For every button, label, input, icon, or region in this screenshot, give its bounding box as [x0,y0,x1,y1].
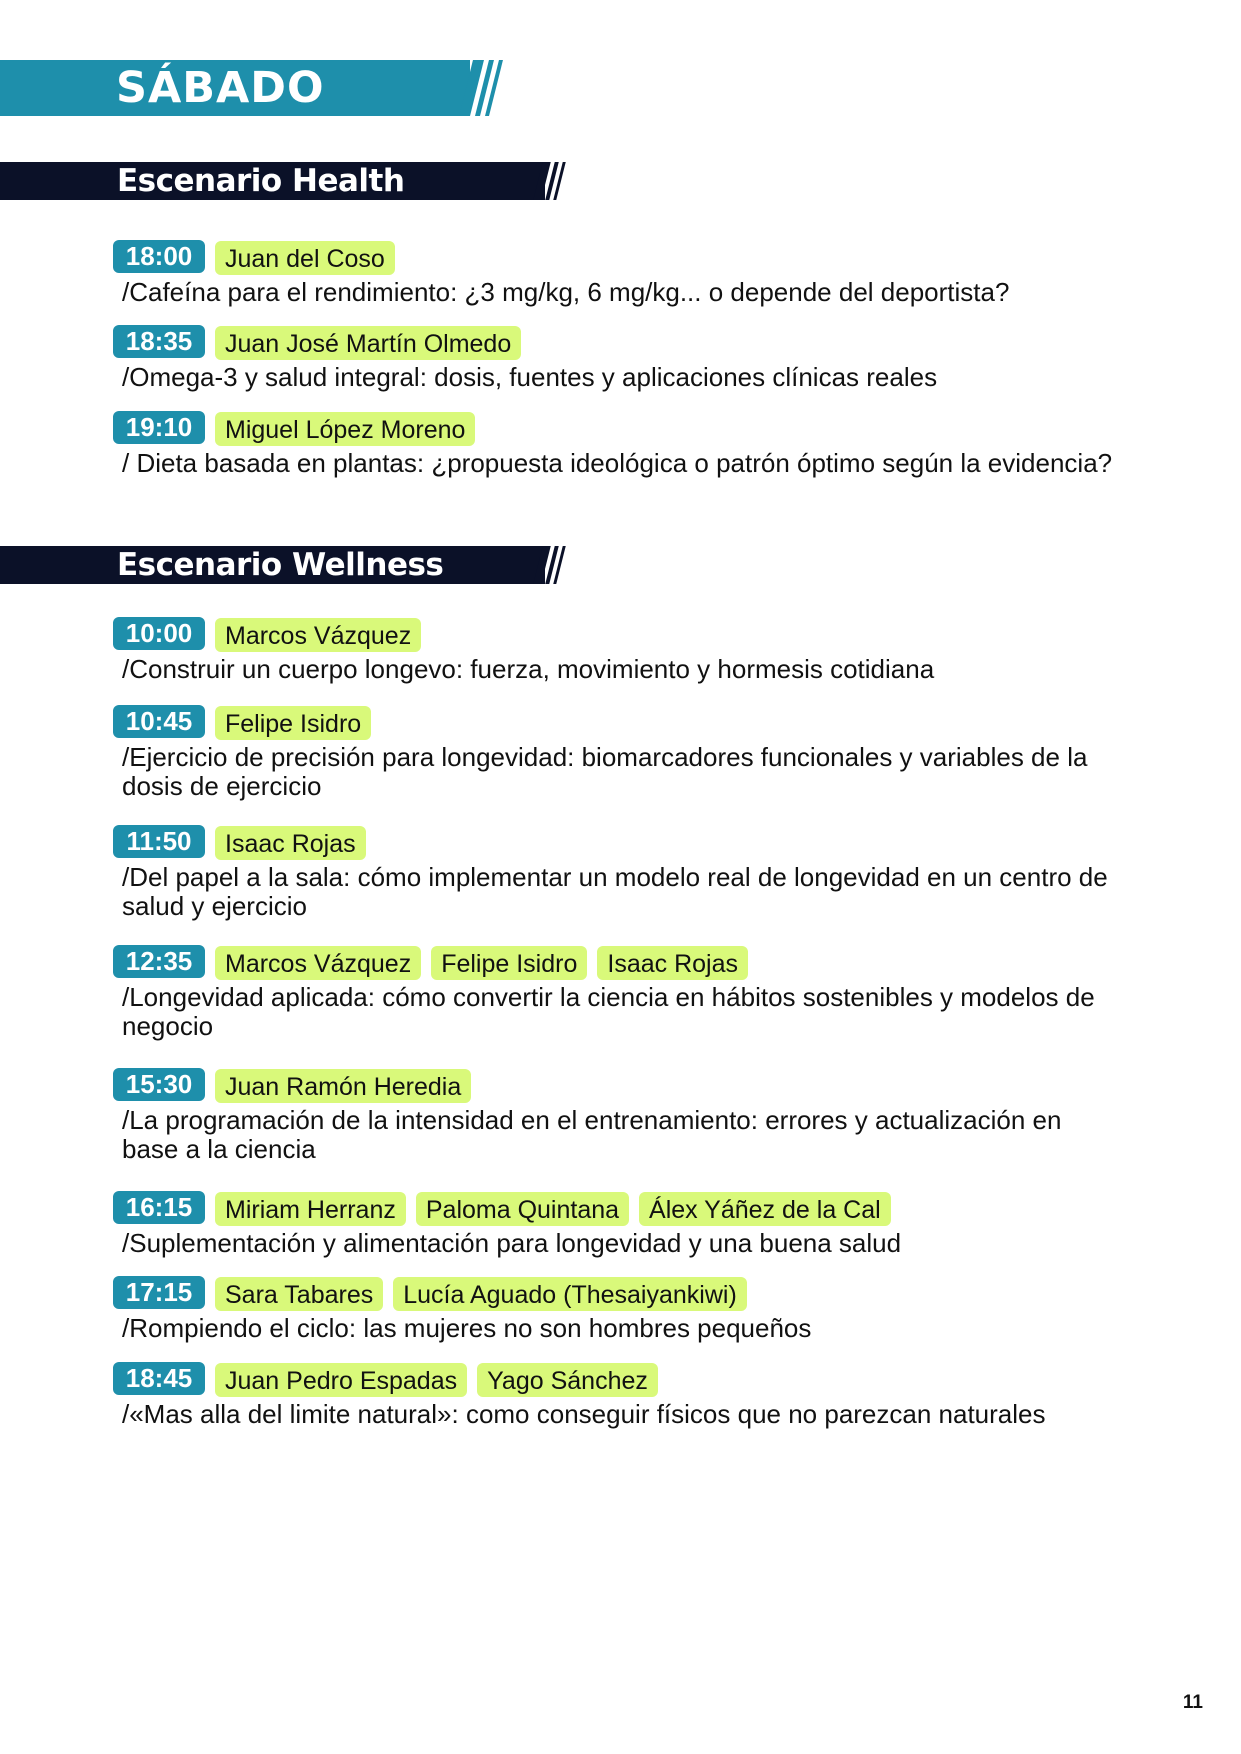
session-item [113,945,1113,1041]
session-item [113,1362,1113,1429]
session-time: 19:10 [113,411,205,444]
speaker-tag: Juan Pedro Espadas [215,1363,467,1397]
session-time: 18:35 [113,325,205,358]
session-item [113,825,1113,921]
session-time: 10:45 [113,705,205,738]
session-item [113,705,1113,801]
day-title: SÁBADO [116,63,325,113]
speaker-list [215,326,521,360]
talk-title: /La programación de la intensidad en el entrenamiento: errores y actualización en base a la ciencia [122,1105,1062,1164]
talk-title: /Del papel a la sala: cómo implementar un modelo real de longevidad en un centro de salud y ejercicio [122,862,1108,921]
talk-title: /Ejercicio de precisión para longevidad: biomarcadores funcionales y variables de la dosis de ejercicio [122,742,1088,801]
session-item [113,325,1113,392]
speaker-list [215,1277,747,1311]
stage-banner-health [0,162,545,200]
session-time: 16:15 [113,1191,205,1224]
talk-title: /Suplementación y alimentación para longevidad y una buena salud [122,1228,902,1258]
speaker-tag: Juan del Coso [215,241,395,275]
session-time: 15:30 [113,1068,205,1101]
speaker-tag: Felipe Isidro [215,706,371,740]
speaker-tag: Álex Yáñez de la Cal [639,1192,891,1226]
day-banner-stripes [462,60,508,116]
session-item [113,411,1113,478]
session-time: 12:35 [113,945,205,978]
speaker-tag: Felipe Isidro [431,946,587,980]
session-time: 18:45 [113,1362,205,1395]
speaker-list [215,412,475,446]
speaker-tag: Isaac Rojas [215,826,366,860]
speaker-tag: Juan José Martín Olmedo [215,326,521,360]
speaker-list [215,1192,891,1226]
session-item [113,1191,1113,1258]
talk-title: /Longevidad aplicada: cómo convertir la ciencia en hábitos sostenibles y modelos de negocio [122,982,1095,1041]
speaker-tag: Paloma Quintana [416,1192,629,1226]
stage-banner-wellness [0,546,545,584]
stage-title: Escenario Wellness [117,547,444,583]
speaker-tag: Isaac Rojas [597,946,748,980]
speaker-tag: Marcos Vázquez [215,946,421,980]
speaker-list [215,946,748,980]
speaker-list [215,241,395,275]
talk-title: /Cafeína para el rendimiento: ¿3 mg/kg, 6 mg/kg... o depende del deportista? [122,277,1010,307]
speaker-tag: Marcos Vázquez [215,618,421,652]
speaker-list [215,1363,658,1397]
talk-title: /Omega-3 y salud integral: dosis, fuentes y aplicaciones clínicas reales [122,362,938,392]
session-time: 10:00 [113,617,205,650]
session-item [113,1276,1113,1343]
speaker-tag: Miriam Herranz [215,1192,406,1226]
speaker-list [215,618,421,652]
stage-banner-stripes [535,546,569,584]
session-item [113,1068,1113,1164]
speaker-list [215,1069,471,1103]
speaker-tag: Sara Tabares [215,1277,383,1311]
session-time: 11:50 [113,825,205,858]
speaker-list [215,706,371,740]
page-number: 11 [1182,1692,1203,1713]
speaker-tag: Juan Ramón Heredia [215,1069,471,1103]
stage-title: Escenario Health [117,163,405,199]
speaker-tag: Lucía Aguado (Thesaiyankiwi) [393,1277,747,1311]
session-item [113,240,1113,307]
talk-title: /Construir un cuerpo longevo: fuerza, movimiento y hormesis cotidiana [122,654,935,684]
speaker-tag: Yago Sánchez [477,1363,658,1397]
session-item [113,617,1113,684]
talk-title: /«Mas alla del limite natural»: como conseguir físicos que no parezcan naturales [122,1399,1046,1429]
stage-banner-stripes [535,162,569,200]
speaker-tag: Miguel López Moreno [215,412,475,446]
day-banner [0,60,470,116]
session-time: 18:00 [113,240,205,273]
speaker-list [215,826,366,860]
talk-title: /Rompiendo el ciclo: las mujeres no son hombres pequeños [122,1313,812,1343]
session-time: 17:15 [113,1276,205,1309]
talk-title: / Dieta basada en plantas: ¿propuesta ideológica o patrón óptimo según la evidencia? [122,448,1113,478]
